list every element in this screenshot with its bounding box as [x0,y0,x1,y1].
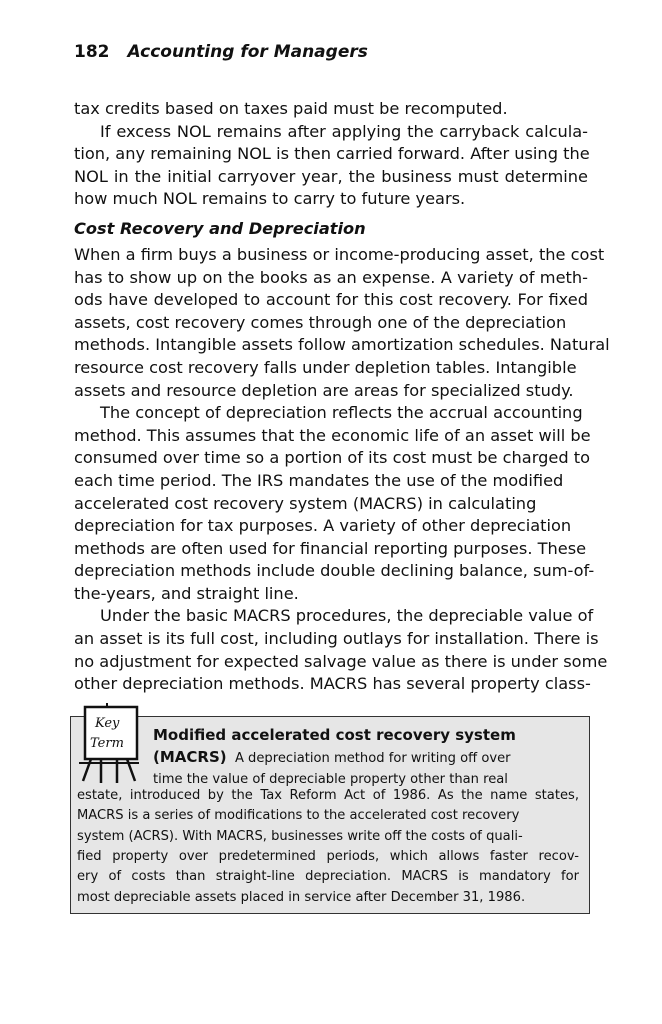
paragraph-3 [74,244,610,402]
section-heading: Cost Recovery and Depreciation [74,218,366,238]
text-line: each time period. The IRS mandates the use of the modified [74,470,564,490]
key-term-heading-block [153,725,579,790]
key-term-easel-icon [77,703,149,785]
key-term-definition [77,786,579,908]
text-line: If excess NOL remains after applying the carryback calcula- [100,121,588,141]
book-title: Accounting for Managers [127,42,368,62]
key-term-line-2 [153,747,579,769]
paragraph-4 [74,402,595,605]
text-line: no adjustment for expected salvage value as there is under some [74,651,608,671]
running-head [74,42,368,62]
body-text [74,98,610,696]
text-line: NOL in the initial carryover year, the business must determine [74,166,588,186]
text-line: depreciation methods include double declining balance, sum-of- [74,561,595,581]
text-line: the-years, and straight line. [74,583,299,603]
page-number: 182 [74,42,110,62]
key-term-line-3: time the value of depreciable property other than real [153,771,508,787]
text-line: The concept of depreciation reflects the accrual accounting [100,403,583,423]
definition-line: system (ACRS). With MACRS, businesses write off the costs of quali- [77,828,523,844]
text-line: tion, any remaining NOL is then carried forward. After using the [74,144,590,164]
text-line: methods. Intangible assets follow amortization schedules. Natural [74,335,610,355]
paragraph-5 [74,605,608,695]
text-line: method. This assumes that the economic life of an asset will be [74,425,591,445]
text-line: When a firm buys a business or income-producing asset, the cost [74,244,605,264]
text-line: accelerated cost recovery system (MACRS) in calculating [74,493,537,513]
key-term-line-1 [153,725,579,747]
definition-line: most depreciable assets placed in service after December 31, 1986. [77,889,526,905]
definition-line: MACRS is a series of modifications to the accelerated cost recovery [77,808,520,824]
text-line: consumed over time so a portion of its cost must be charged to [74,448,590,468]
text-line: methods are often used for financial reporting purposes. These [74,538,587,558]
key-label: Key [95,716,120,731]
text-line: resource cost recovery falls under depletion tables. Intangible [74,357,577,377]
term-label: Term [90,736,124,751]
text-line: depreciation for tax purposes. A variety of other depreciation [74,516,572,536]
key-term-box [70,716,590,914]
key-term-title: Modified accelerated cost recovery system [153,726,516,744]
paragraph-2 [74,121,588,211]
key-term-acronym: (MACRS) [153,748,227,767]
definition-line: ery of costs than straight-line depreciation. MACRS is mandatory for [77,869,579,885]
text-line: assets and resource depletion are areas for specialized study. [74,380,574,400]
text-line: assets, cost recovery comes through one of the depreciation [74,312,567,332]
text-line: has to show up on the books as an expense. A variety of meth- [74,267,588,287]
paragraph-1 [74,98,588,121]
definition-line: fied property over predetermined periods, which allows faster recov- [77,849,579,865]
text-line: other depreciation methods. MACRS has several property class- [74,674,591,694]
text-line: an asset is its full cost, including outlays for installation. There is [74,629,599,649]
text-line: Under the basic MACRS procedures, the depreciable value of [100,606,594,626]
text-line: ods have developed to account for this cost recovery. For fixed [74,290,588,310]
text-line: how much NOL remains to carry to future years. [74,189,466,209]
definition-line: estate, introduced by the Tax Reform Act of 1986. As the name states, [77,787,579,803]
key-term-definition-start: A depreciation method for writing off over [234,751,511,767]
text-line: tax credits based on taxes paid must be recomputed. [74,99,508,118]
